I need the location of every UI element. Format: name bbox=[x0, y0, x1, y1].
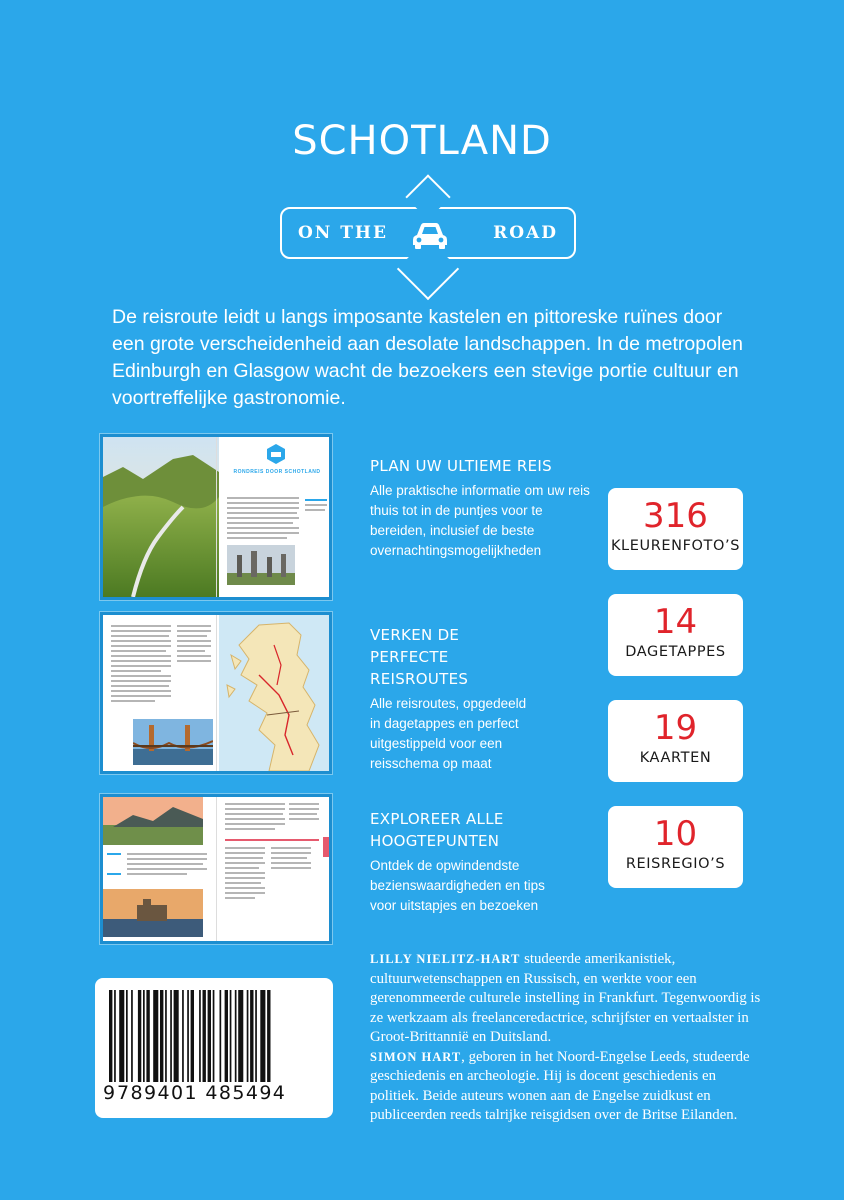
storr-photo bbox=[103, 797, 203, 845]
intro-paragraph: De reisroute leidt u langs imposante kastelen en pittoreske ruïnes door een grote verscheidenheid aan desolate landschappen. In de metropolen Edinburgh en Glasgow wacht de bezoekers een stevige portie cultuur en voortreffelijke gastronomie. bbox=[112, 306, 743, 409]
author2-name: SIMON HART bbox=[370, 1049, 462, 1064]
bridge-photo bbox=[133, 719, 213, 765]
stat-regions bbox=[608, 806, 743, 888]
stat-maps-label: KAARTEN bbox=[639, 750, 712, 766]
stat-maps bbox=[608, 700, 743, 782]
feature-plan-text: Alle praktische informatie om uw reis thuis tot in de puntjes voor te bereiden, inclusief de beste overnachtingsmogelijkheden bbox=[370, 483, 590, 558]
stat-stages-number: 14 bbox=[653, 602, 698, 642]
author-bio bbox=[370, 950, 765, 1126]
landscape-photo bbox=[103, 437, 219, 597]
stat-photos-label: KLEURENFOTO’S bbox=[610, 538, 741, 554]
highlights-photo-page bbox=[103, 797, 216, 941]
stat-regions-label: REISREGIO’S bbox=[625, 856, 726, 872]
highlights-text-page bbox=[219, 797, 332, 941]
castle-photo bbox=[103, 889, 203, 937]
feature-highlights-title: EXPLOREER ALLE HOOGTEPUNTEN bbox=[370, 810, 504, 850]
barcode-digits: 789401 485494 bbox=[117, 1082, 287, 1104]
isbn-barcode bbox=[95, 978, 333, 1118]
stat-maps-number: 19 bbox=[653, 708, 698, 748]
book-spread-highlights bbox=[100, 794, 332, 944]
car-icon bbox=[408, 213, 452, 253]
author1-bio: studeerde amerikanistiek, cultuurwetenschappen en Russisch, en werkte voor een gerenommeerde culturele instelling in Frankfurt. Tegenwoordig is ze werkzaam als freelanceredactrice, schrijfster en vertaalster in Groot-Brittannië en Duitsland. bbox=[370, 951, 761, 1045]
text-page bbox=[219, 437, 332, 597]
standing-stones-photo bbox=[227, 545, 295, 585]
stat-stages bbox=[608, 594, 743, 676]
feature-routes bbox=[370, 624, 530, 774]
stat-photos bbox=[608, 488, 743, 570]
book-spread-plan bbox=[100, 434, 332, 600]
on-the-road-badge bbox=[280, 207, 576, 259]
car-hexagon-icon bbox=[265, 443, 287, 465]
book-spread-routes bbox=[100, 612, 332, 774]
feature-highlights bbox=[370, 808, 545, 916]
barcode-bars bbox=[109, 990, 321, 1082]
stat-regions-number: 10 bbox=[653, 814, 698, 854]
feature-plan-title: PLAN UW ULTIEME REIS bbox=[370, 457, 552, 475]
spread-heading: RONDREIS DOOR SCHOTLAND bbox=[233, 469, 321, 475]
author2-bio: , geboren in het Noord-Engelse Leeds, studeerde geschiedenis en archeologie. Hij is docent geschiedenis en politiek. Beide auteurs wonen aan de Engelse zuidkust en publiceerden reeds talrijke reisgidsen over de Britse Eilanden. bbox=[370, 1048, 750, 1123]
feature-routes-text: Alle reisroutes, opgedeeld in dagetappes en perfect uitgestippeld voor een reisschema op maat bbox=[370, 696, 527, 771]
route-text-page bbox=[103, 615, 216, 771]
stat-stages-label: DAGETAPPES bbox=[625, 644, 726, 660]
feature-plan bbox=[370, 455, 590, 561]
scotland-map bbox=[219, 615, 332, 771]
author1-name: LILLY NIELITZ-HART bbox=[370, 952, 521, 966]
stat-photos-number: 316 bbox=[643, 496, 708, 536]
barcode-lead-digit: 9 bbox=[103, 1082, 116, 1104]
feature-highlights-text: Ontdek de opwindendste bezienswaardigheden en tips voor uitstapjes en bezoeken bbox=[370, 858, 545, 913]
badge-left-text: ON THE bbox=[298, 223, 388, 243]
feature-routes-title: VERKEN DE PERFECTE REISROUTES bbox=[370, 626, 469, 688]
book-title: SCHOTLAND bbox=[292, 118, 552, 164]
badge-right-text: ROAD bbox=[493, 223, 558, 243]
